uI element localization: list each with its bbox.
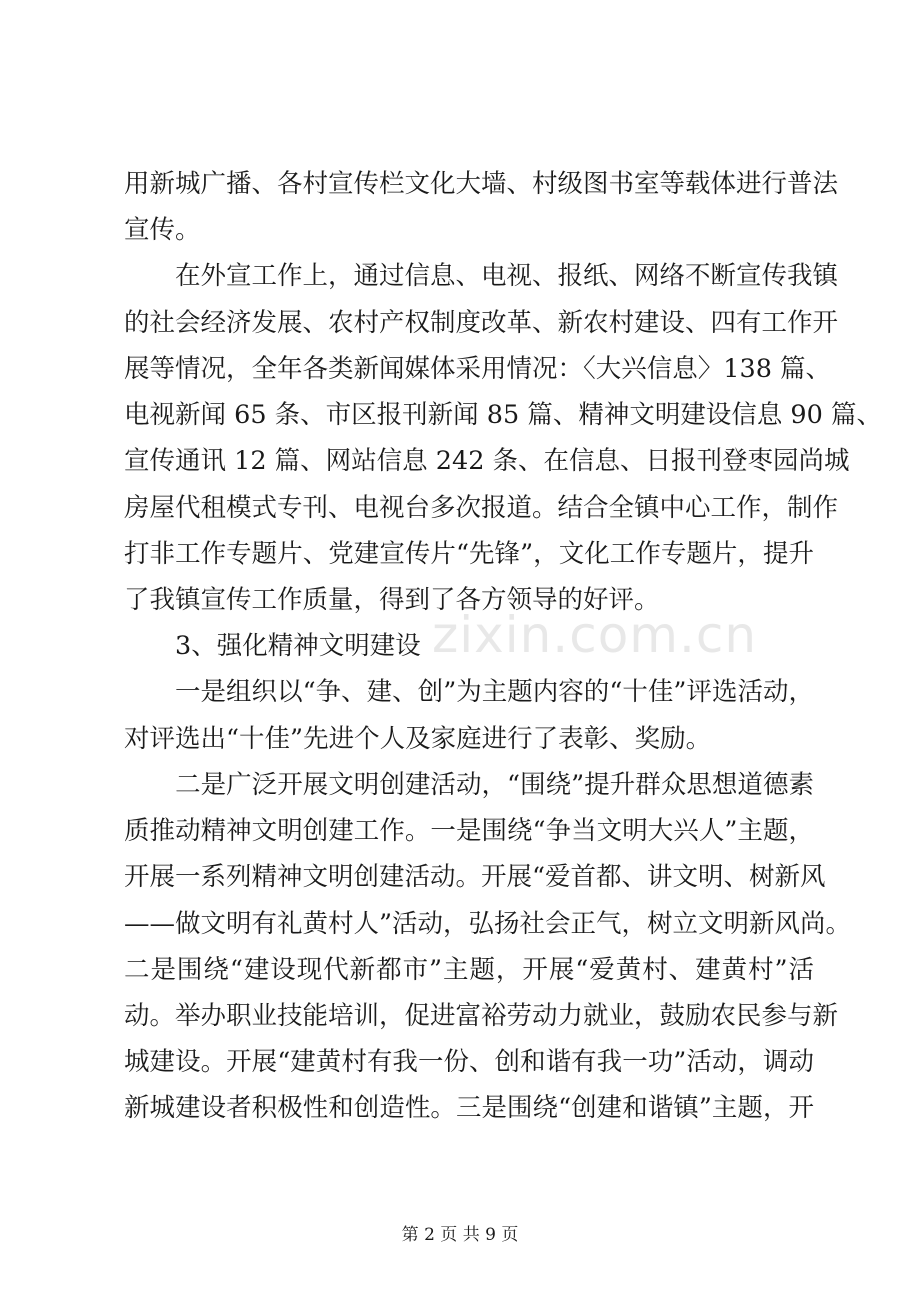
body-text-line: 打非工作专题片、党建宣传片“先锋”，文化工作专题片，提升 xyxy=(124,539,814,569)
body-text-line: 城建设。开展“建黄村有我一份、创和谐有我一功”活动，调动 xyxy=(124,1047,814,1077)
body-text-line: 对评选出“十佳”先进个人及家庭进行了表彰、奖励。 xyxy=(124,724,712,754)
body-text-line: 电视新闻 65 条、市区报刊新闻 85 篇、精神文明建设信息 90 篇、 xyxy=(124,400,882,430)
body-text-line: 房屋代租模式专刊、电视台多次报道。结合全镇中心工作，制作 xyxy=(124,493,839,523)
body-text-line: 开展一系列精神文明创建活动。开展“爱首都、讲文明、树新风 xyxy=(124,862,826,892)
page-footer: 第 2 页 共 9 页 xyxy=(401,1225,519,1245)
body-text-line: 用新城广播、各村宣传栏文化大墙、村级图书室等载体进行普法 xyxy=(124,169,839,199)
body-text-line: 展等情况，全年各类新闻媒体采用情况：〈大兴信息〉138 篇、 xyxy=(124,354,832,384)
body-text-line: 了我镇宣传工作质量，得到了各方领导的好评。 xyxy=(124,585,660,615)
body-text-line: 动。举办职业技能培训，促进富裕劳动力就业，鼓励农民参与新 xyxy=(124,1001,839,1031)
body-text-line: 宣传通讯 12 篇、网站信息 242 条、在信息、日报刊登枣园尚城 xyxy=(124,446,850,476)
body-text-line: 一是组织以“争、建、创”为主题内容的“十佳”评选活动， xyxy=(124,677,814,707)
body-text-line: 二是广泛开展文明创建活动，“围绕”提升群众思想道德素 xyxy=(124,770,814,800)
body-text-line: 新城建设者积极性和创造性。三是围绕“创建和谐镇”主题，开 xyxy=(124,1093,814,1123)
body-text-line: 在外宣工作上，通过信息、电视、报纸、网络不断宣传我镇 xyxy=(124,261,839,291)
body-text-line: 的社会经济发展、农村产权制度改革、新农村建设、四有工作开 xyxy=(124,308,839,338)
body-text-line: ——做文明有礼黄村人”活动，弘扬社会正气，树立文明新风尚。 xyxy=(124,909,852,939)
body-text-line: 二是围绕“建设现代新都市”主题，开展“爱黄村、建黄村”活 xyxy=(124,955,814,985)
watermark: zixin.com.cn xyxy=(432,606,758,664)
section-heading: 3、强化精神文明建设 xyxy=(124,631,421,661)
body-text-line: 质推动精神文明创建工作。一是围绕“争当文明大兴人”主题， xyxy=(124,816,814,846)
body-text-line: 宣传。 xyxy=(124,215,201,245)
